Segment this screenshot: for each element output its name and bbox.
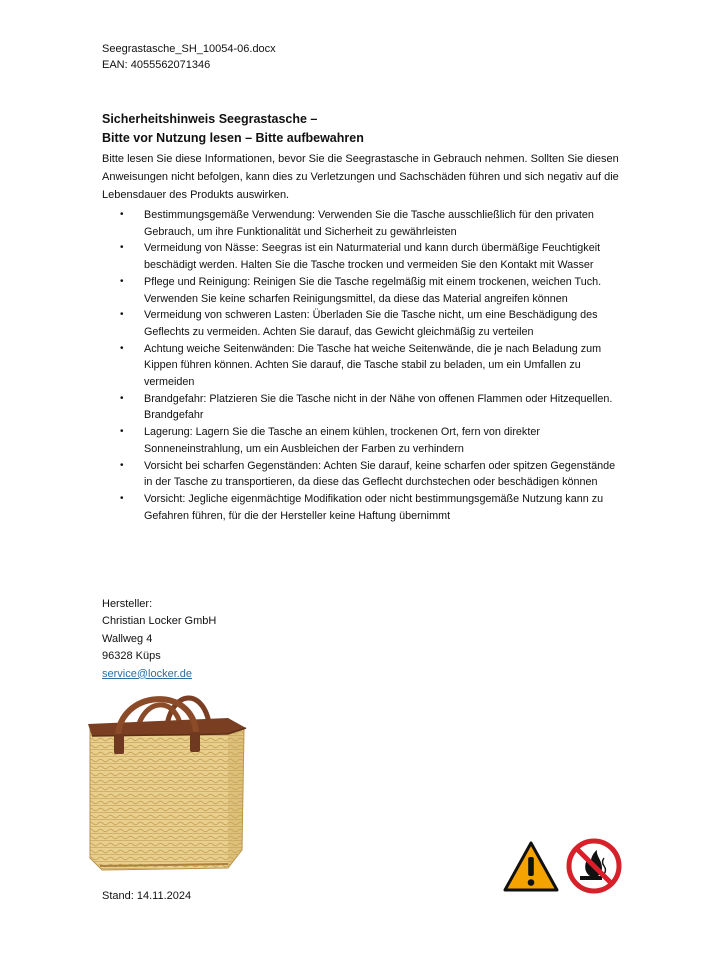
list-item <box>102 458 624 491</box>
manufacturer-city: 96328 Küps <box>102 650 161 663</box>
bullet-icon: • <box>120 492 124 504</box>
no-open-flame-icon <box>566 838 622 894</box>
list-item <box>102 424 624 457</box>
manufacturer-street: Wallweg 4 <box>102 632 153 645</box>
safety-list <box>102 207 624 524</box>
list-item-text: Vorsicht bei scharfen Gegenständen: Achten Sie darauf, keine scharfen oder spitzen Gegenstände in der Tasche zu transportieren, da diese das Geflecht durchstechen oder beschädigen können <box>144 459 616 489</box>
list-item-text: Bestimmungsgemäße Verwendung: Verwenden Sie die Tasche ausschließlich für den privaten Gebrauch, um ihre Funktionalität und Sicherheit zu gewährleisten <box>144 209 594 238</box>
manufacturer-company: Christian Locker GmbH <box>102 615 217 628</box>
bullet-icon: • <box>120 242 124 254</box>
list-item-text: Vermeidung von schweren Lasten: Überladen Sie die Tasche nicht, um eine Beschädigung des Geflechts zu vermeiden. Achten Sie darauf, das Gewicht gleichmäßig zu verteilen <box>144 309 598 338</box>
title-line-1: Sicherheitshinweis Seegrastasche – <box>102 112 318 126</box>
bullet-icon: • <box>120 275 124 287</box>
manufacturer-label: Hersteller: <box>102 598 153 610</box>
bullet-icon: • <box>120 209 124 220</box>
bullet-icon: • <box>120 342 124 354</box>
list-item <box>102 491 624 524</box>
list-item-text: Pflege und Reinigung: Reinigen Sie die Tasche regelmäßig mit einem trockenen, weichen Tuch. Verwenden Sie keine scharfen Reinigungsmittel, da diese das Material angreifen können <box>144 275 602 305</box>
list-item <box>102 391 624 424</box>
ean-code: EAN: 4055562071346 <box>102 59 211 71</box>
bullet-icon: • <box>120 426 124 438</box>
revision-date: Stand: 14.11.2024 <box>102 890 192 902</box>
list-item <box>102 274 624 307</box>
list-item <box>102 307 624 340</box>
list-item <box>102 240 624 273</box>
list-item <box>102 341 624 391</box>
list-item-text: Vorsicht: Jegliche eigenmächtige Modifikation oder nicht bestimmungsgemäße Nutzung kann zu Gefahren führen, für die der Hersteller keine Haftung übernimmt <box>144 492 604 522</box>
list-item <box>102 207 624 240</box>
list-item-text: Achtung weiche Seitenwänden: Die Tasche hat weiche Seitenwände, die je nach Beladung zum Kippen führen können. Achten Sie darauf, die Tasche stabil zu beladen, um ein Umfallen zu vermeiden <box>144 342 602 389</box>
title-line-2: Bitte vor Nutzung lesen – Bitte aufbewahren <box>102 131 364 145</box>
warning-triangle-icon <box>502 840 560 894</box>
bullet-icon: • <box>120 309 124 321</box>
seagrass-bag-image <box>78 680 258 880</box>
list-item-text: Vermeidung von Nässe: Seegras ist ein Naturmaterial und kann durch übermäßige Feuchtigkeit beschädigt werden. Halten Sie die Tasche trocken und vermeiden Sie den Kontakt mit Wasser <box>144 242 601 272</box>
manufacturer-block <box>102 596 216 683</box>
intro-paragraph: Bitte lesen Sie diese Informationen, bevor Sie die Seegrastasche in Gebrauch nehmen. Sollten Sie diesen Anweisungen nicht befolgen, kann dies zu Verletzungen und Sachschäden führen und sich negativ auf die Lebensdauer des Produkts auswirken. <box>102 153 619 201</box>
manufacturer-email-link[interactable]: service@locker.de <box>102 667 193 680</box>
bullet-icon: • <box>120 459 124 471</box>
file-name: Seegrastasche_SH_10054-06.docx <box>102 43 276 55</box>
list-item-text: Brandgefahr: Platzieren Sie die Tasche nicht in der Nähe von offenen Flammen oder Hitzequellen. Brandgefahr <box>144 392 613 422</box>
bullet-icon: • <box>120 392 124 404</box>
list-item-text: Lagerung: Lagern Sie die Tasche an einem kühlen, trockenen Ort, fern von direkter Sonneneinstrahlung, um ein Ausbleichen der Farben zu verhindern <box>144 426 540 455</box>
